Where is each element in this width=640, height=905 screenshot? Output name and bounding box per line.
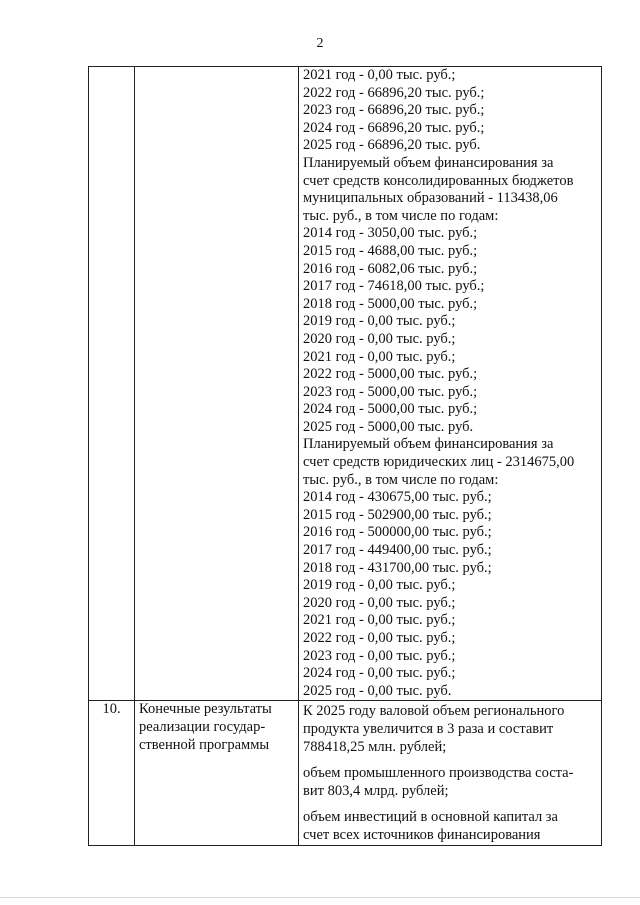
scan-edge-line xyxy=(0,897,640,898)
financing-line: 2017 год - 449400,00 тыс. руб.; xyxy=(303,542,492,559)
row-label-cell xyxy=(135,67,299,701)
financing-line: 2022 год - 66896,20 тыс. руб.; xyxy=(303,84,485,101)
program-passport-table xyxy=(88,66,602,846)
financing-line: тыс. руб., в том числе по годам: xyxy=(303,471,499,488)
financing-line: 2021 год - 0,00 тыс. руб.; xyxy=(303,612,456,629)
financing-line: 2017 год - 74618,00 тыс. руб.; xyxy=(303,278,485,295)
financing-lines xyxy=(303,67,597,700)
result-paragraph xyxy=(303,703,597,756)
result-line: 788418,25 млн. рублей; xyxy=(303,738,447,755)
result-line: К 2025 году валовой объем регионального xyxy=(303,703,565,720)
financing-line: 2021 год - 0,00 тыс. руб.; xyxy=(303,348,456,365)
result-paragraph xyxy=(303,765,597,800)
financing-line: 2015 год - 502900,00 тыс. руб.; xyxy=(303,506,492,523)
financing-line: 2014 год - 3050,00 тыс. руб.; xyxy=(303,225,478,242)
financing-line: 2024 год - 5000,00 тыс. руб.; xyxy=(303,401,478,418)
row-number-cell: 10. xyxy=(89,701,135,845)
financing-line: муниципальных образований - 113438,06 xyxy=(303,190,558,207)
financing-line: 2015 год - 4688,00 тыс. руб.; xyxy=(303,242,478,259)
financing-line: 2021 год - 0,00 тыс. руб.; xyxy=(303,67,456,83)
financing-line: 2022 год - 5000,00 тыс. руб.; xyxy=(303,366,478,383)
financing-line: Планируемый объем финансирования за xyxy=(303,154,554,171)
page-number: 2 xyxy=(316,36,324,51)
financing-line: 2022 год - 0,00 тыс. руб.; xyxy=(303,630,456,646)
financing-line: 2025 год - 0,00 тыс. руб. xyxy=(303,682,452,699)
financing-line: 2019 год - 0,00 тыс. руб.; xyxy=(303,577,456,594)
financing-line: 2023 год - 66896,20 тыс. руб.; xyxy=(303,102,485,119)
financing-line: 2025 год - 5000,00 тыс. руб. xyxy=(303,418,474,435)
table-row-final-results xyxy=(89,701,602,845)
result-paragraph xyxy=(303,809,597,844)
final-results-text xyxy=(303,703,597,844)
label-line: ственной программы xyxy=(139,736,270,753)
table-row-financing xyxy=(89,67,602,701)
result-line: продукта увеличится в 3 раза и составит xyxy=(303,720,554,737)
financing-line: 2018 год - 5000,00 тыс. руб.; xyxy=(303,295,478,312)
financing-line: 2019 год - 0,00 тыс. руб.; xyxy=(303,313,456,330)
financing-line: 2023 год - 5000,00 тыс. руб.; xyxy=(303,383,478,400)
result-line: счет всех источников финансирования xyxy=(303,826,541,843)
result-line: объем промышленного производства соста- xyxy=(303,765,574,782)
label-line: реализации государ- xyxy=(139,718,266,735)
financing-line: 2024 год - 0,00 тыс. руб.; xyxy=(303,665,456,682)
final-results-cell xyxy=(299,701,602,845)
row-number-cell xyxy=(89,67,135,701)
financing-line: тыс. руб., в том числе по годам: xyxy=(303,207,499,224)
result-line: объем инвестиций в основной капитал за xyxy=(303,809,558,826)
financing-line: счет средств консолидированных бюджетов xyxy=(303,172,574,189)
financing-line: 2014 год - 430675,00 тыс. руб.; xyxy=(303,489,492,506)
financing-line: 2016 год - 6082,06 тыс. руб.; xyxy=(303,260,478,277)
financing-line: 2024 год - 66896,20 тыс. руб.; xyxy=(303,119,485,136)
financing-line: 2020 год - 0,00 тыс. руб.; xyxy=(303,594,456,611)
result-line: вит 803,4 млрд. рублей; xyxy=(303,782,449,799)
final-results-label xyxy=(139,701,294,754)
financing-line: 2023 год - 0,00 тыс. руб.; xyxy=(303,647,456,664)
financing-details-cell xyxy=(299,67,602,701)
label-line: Конечные результаты xyxy=(139,701,272,718)
financing-line: 2025 год - 66896,20 тыс. руб. xyxy=(303,137,481,154)
financing-line: счет средств юридических лиц - 2314675,00 xyxy=(303,454,575,471)
row-label-cell xyxy=(135,701,299,845)
financing-line: Планируемый объем финансирования за xyxy=(303,436,554,453)
financing-line: 2018 год - 431700,00 тыс. руб.; xyxy=(303,559,492,576)
financing-line: 2020 год - 0,00 тыс. руб.; xyxy=(303,330,456,347)
financing-line: 2016 год - 500000,00 тыс. руб.; xyxy=(303,524,492,541)
